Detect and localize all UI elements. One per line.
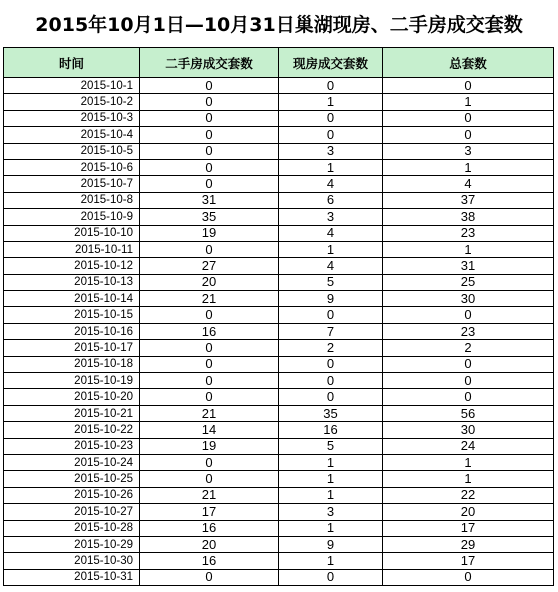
cell-second-hand: 21 — [140, 405, 279, 421]
cell-date: 2015-10-6 — [4, 159, 140, 175]
cell-total: 23 — [383, 225, 554, 241]
cell-new-home: 0 — [279, 356, 383, 372]
cell-date: 2015-10-11 — [4, 241, 140, 257]
cell-second-hand: 21 — [140, 487, 279, 503]
cell-total: 24 — [383, 438, 554, 454]
table-row — [4, 553, 554, 569]
cell-second-hand: 0 — [140, 110, 279, 126]
cell-new-home: 3 — [279, 504, 383, 520]
cell-second-hand: 16 — [140, 553, 279, 569]
cell-date: 2015-10-17 — [4, 340, 140, 356]
cell-new-home: 1 — [279, 94, 383, 110]
cell-total: 37 — [383, 192, 554, 208]
cell-second-hand: 0 — [140, 94, 279, 110]
cell-second-hand: 16 — [140, 520, 279, 536]
cell-second-hand: 0 — [140, 356, 279, 372]
cell-total: 25 — [383, 274, 554, 290]
cell-new-home: 0 — [279, 569, 383, 585]
cell-second-hand: 0 — [140, 454, 279, 470]
cell-date: 2015-10-12 — [4, 258, 140, 274]
cell-second-hand: 0 — [140, 78, 279, 94]
cell-total: 29 — [383, 536, 554, 552]
cell-date: 2015-10-13 — [4, 274, 140, 290]
cell-new-home: 4 — [279, 258, 383, 274]
cell-total: 30 — [383, 291, 554, 307]
cell-total: 3 — [383, 143, 554, 159]
cell-date: 2015-10-29 — [4, 536, 140, 552]
cell-date: 2015-10-5 — [4, 143, 140, 159]
table-row — [4, 291, 554, 307]
table-row — [4, 258, 554, 274]
cell-date: 2015-10-22 — [4, 422, 140, 438]
cell-date: 2015-10-19 — [4, 373, 140, 389]
cell-date: 2015-10-26 — [4, 487, 140, 503]
cell-new-home: 1 — [279, 553, 383, 569]
table-row — [4, 78, 554, 94]
cell-new-home: 0 — [279, 78, 383, 94]
cell-date: 2015-10-8 — [4, 192, 140, 208]
cell-total: 0 — [383, 373, 554, 389]
cell-new-home: 9 — [279, 536, 383, 552]
table-row — [4, 307, 554, 323]
cell-second-hand: 0 — [140, 143, 279, 159]
cell-total: 0 — [383, 307, 554, 323]
cell-total: 1 — [383, 94, 554, 110]
cell-date: 2015-10-14 — [4, 291, 140, 307]
cell-date: 2015-10-27 — [4, 504, 140, 520]
table-row — [4, 422, 554, 438]
cell-date: 2015-10-31 — [4, 569, 140, 585]
cell-second-hand: 0 — [140, 176, 279, 192]
cell-second-hand: 14 — [140, 422, 279, 438]
cell-second-hand: 0 — [140, 340, 279, 356]
cell-second-hand: 17 — [140, 504, 279, 520]
cell-date: 2015-10-10 — [4, 225, 140, 241]
cell-new-home: 3 — [279, 143, 383, 159]
table-row — [4, 110, 554, 126]
table-row — [4, 209, 554, 225]
header-total: 总套数 — [383, 48, 554, 78]
cell-date: 2015-10-9 — [4, 209, 140, 225]
table-row — [4, 127, 554, 143]
table-row — [4, 340, 554, 356]
table-row — [4, 487, 554, 503]
cell-total: 1 — [383, 471, 554, 487]
cell-new-home: 16 — [279, 422, 383, 438]
cell-second-hand: 27 — [140, 258, 279, 274]
table-row — [4, 159, 554, 175]
cell-new-home: 1 — [279, 159, 383, 175]
cell-date: 2015-10-1 — [4, 78, 140, 94]
table-title: 2015年10月1日—10月31日巢湖现房、二手房成交套数 — [35, 14, 523, 36]
cell-second-hand: 0 — [140, 241, 279, 257]
cell-second-hand: 0 — [140, 389, 279, 405]
cell-new-home: 1 — [279, 241, 383, 257]
cell-date: 2015-10-25 — [4, 471, 140, 487]
table-row — [4, 520, 554, 536]
table-row — [4, 454, 554, 470]
cell-date: 2015-10-30 — [4, 553, 140, 569]
table-row — [4, 471, 554, 487]
cell-new-home: 0 — [279, 110, 383, 126]
table-row — [4, 274, 554, 290]
table-row — [4, 373, 554, 389]
cell-second-hand: 35 — [140, 209, 279, 225]
header-row — [4, 48, 554, 78]
cell-date: 2015-10-4 — [4, 127, 140, 143]
cell-total: 56 — [383, 405, 554, 421]
cell-second-hand: 0 — [140, 127, 279, 143]
cell-date: 2015-10-2 — [4, 94, 140, 110]
cell-total: 0 — [383, 127, 554, 143]
cell-second-hand: 21 — [140, 291, 279, 307]
header-second-hand: 二手房成交套数 — [140, 48, 279, 78]
table-row — [4, 569, 554, 585]
cell-date: 2015-10-15 — [4, 307, 140, 323]
header-date: 时间 — [4, 48, 140, 78]
cell-new-home: 35 — [279, 405, 383, 421]
cell-total: 1 — [383, 454, 554, 470]
cell-new-home: 1 — [279, 520, 383, 536]
cell-new-home: 1 — [279, 471, 383, 487]
cell-new-home: 5 — [279, 274, 383, 290]
transactions-table — [3, 47, 554, 586]
cell-new-home: 5 — [279, 438, 383, 454]
table-row — [4, 438, 554, 454]
cell-second-hand: 19 — [140, 438, 279, 454]
cell-second-hand: 16 — [140, 323, 279, 339]
cell-second-hand: 19 — [140, 225, 279, 241]
table-row — [4, 504, 554, 520]
cell-total: 17 — [383, 553, 554, 569]
cell-total: 2 — [383, 340, 554, 356]
cell-date: 2015-10-18 — [4, 356, 140, 372]
cell-date: 2015-10-28 — [4, 520, 140, 536]
table-row — [4, 405, 554, 421]
cell-total: 0 — [383, 569, 554, 585]
cell-new-home: 1 — [279, 454, 383, 470]
cell-second-hand: 20 — [140, 274, 279, 290]
cell-total: 38 — [383, 209, 554, 225]
cell-second-hand: 0 — [140, 159, 279, 175]
cell-second-hand: 0 — [140, 373, 279, 389]
cell-new-home: 6 — [279, 192, 383, 208]
cell-second-hand: 0 — [140, 307, 279, 323]
table-row — [4, 389, 554, 405]
cell-total: 0 — [383, 78, 554, 94]
cell-total: 0 — [383, 110, 554, 126]
cell-new-home: 4 — [279, 225, 383, 241]
cell-total: 0 — [383, 389, 554, 405]
cell-new-home: 0 — [279, 373, 383, 389]
cell-total: 1 — [383, 159, 554, 175]
table-row — [4, 176, 554, 192]
table-row — [4, 192, 554, 208]
cell-total: 23 — [383, 323, 554, 339]
table-row — [4, 536, 554, 552]
cell-new-home: 1 — [279, 487, 383, 503]
cell-second-hand: 31 — [140, 192, 279, 208]
cell-date: 2015-10-3 — [4, 110, 140, 126]
cell-total: 17 — [383, 520, 554, 536]
cell-new-home: 2 — [279, 340, 383, 356]
cell-total: 22 — [383, 487, 554, 503]
cell-new-home: 9 — [279, 291, 383, 307]
table-row — [4, 241, 554, 257]
cell-new-home: 0 — [279, 307, 383, 323]
table-row — [4, 94, 554, 110]
cell-second-hand: 20 — [140, 536, 279, 552]
cell-second-hand: 0 — [140, 471, 279, 487]
table-body — [4, 78, 554, 586]
cell-new-home: 0 — [279, 127, 383, 143]
header-new-home: 现房成交套数 — [279, 48, 383, 78]
table-row — [4, 225, 554, 241]
cell-new-home: 0 — [279, 389, 383, 405]
cell-total: 1 — [383, 241, 554, 257]
cell-new-home: 4 — [279, 176, 383, 192]
cell-total: 20 — [383, 504, 554, 520]
cell-date: 2015-10-20 — [4, 389, 140, 405]
cell-total: 4 — [383, 176, 554, 192]
cell-total: 30 — [383, 422, 554, 438]
cell-new-home: 7 — [279, 323, 383, 339]
cell-date: 2015-10-23 — [4, 438, 140, 454]
cell-date: 2015-10-7 — [4, 176, 140, 192]
cell-date: 2015-10-21 — [4, 405, 140, 421]
table-row — [4, 323, 554, 339]
cell-date: 2015-10-16 — [4, 323, 140, 339]
cell-second-hand: 0 — [140, 569, 279, 585]
cell-new-home: 3 — [279, 209, 383, 225]
cell-date: 2015-10-24 — [4, 454, 140, 470]
cell-total: 31 — [383, 258, 554, 274]
table-row — [4, 356, 554, 372]
cell-total: 0 — [383, 356, 554, 372]
table-row — [4, 143, 554, 159]
